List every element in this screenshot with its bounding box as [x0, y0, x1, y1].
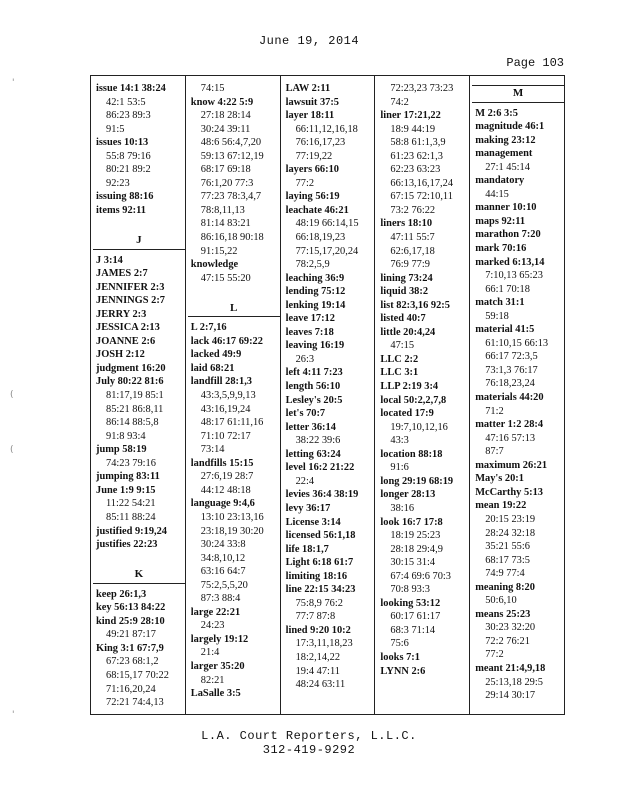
index-entry: mandatory — [475, 175, 525, 187]
index-entry: meaning 8:20 — [475, 581, 535, 593]
index-entry-continuation: 18:2,14,22 — [295, 651, 341, 663]
spacer-line — [96, 217, 183, 231]
index-entry-continuation: 81:17,19 85:1 — [106, 390, 164, 402]
index-entry: large 22:21 — [190, 606, 241, 618]
index-entry: limiting 18:16 — [285, 570, 348, 582]
index-entry: mark 70:16 — [475, 243, 527, 255]
index-entry: Light 6:18 61:7 — [285, 557, 354, 569]
index-column — [374, 76, 469, 714]
index-entry: JOANNE 2:6 — [96, 335, 156, 347]
index-entry-continuation: 48:6 56:4,7,20 — [200, 137, 262, 149]
index-entry-continuation: 7:10,13 65:23 — [485, 270, 543, 282]
index-column — [469, 76, 564, 714]
section-letter: M — [472, 85, 564, 103]
index-entry: longer 28:13 — [380, 489, 436, 501]
index-entry: leaching 36:9 — [285, 272, 345, 284]
index-entry: lacked 49:9 — [190, 349, 242, 361]
index-entry: long 29:19 68:19 — [380, 475, 454, 487]
index-entry-continuation: 91:6 — [390, 462, 409, 474]
index-entry-continuation: 67:23 68:1,2 — [106, 656, 159, 668]
index-entry-continuation: 67:15 72:10,11 — [390, 191, 453, 203]
index-entry-continuation: 47:15 — [390, 340, 415, 352]
index-entry: JOSH 2:12 — [96, 349, 145, 361]
index-entry-continuation: 30:23 32:20 — [485, 622, 536, 634]
index-entry-continuation: 35:21 55:6 — [485, 541, 530, 553]
index-entry: lenking 19:14 — [285, 299, 346, 311]
index-entry: mean 19:22 — [475, 500, 527, 512]
index-entry-continuation: 18:19 25:23 — [390, 530, 441, 542]
index-entry-continuation: 87:3 88:4 — [200, 593, 241, 605]
index-entry-continuation: 43:16,19,24 — [200, 403, 251, 415]
index-entry: management — [475, 148, 533, 160]
index-entry: little 20:4,24 — [380, 326, 436, 338]
index-entry: meant 21:4,9,18 — [475, 662, 546, 674]
index-entry-continuation: 85:21 86:8,11 — [106, 403, 164, 415]
index-entry: J 3:14 — [96, 254, 123, 266]
index-entry: licensed 56:1,18 — [285, 530, 356, 542]
index-entry-continuation: 19:7,10,12,16 — [390, 421, 448, 433]
index-entry: materials 44:20 — [475, 392, 544, 404]
index-entry-continuation: 92:23 — [106, 177, 130, 189]
index-entry: issue 14:1 38:24 — [96, 83, 166, 94]
index-entry: LYNN 2:6 — [380, 665, 426, 677]
index-entry-continuation: 44:12 48:18 — [200, 484, 251, 496]
index-entry: July 80:22 81:6 — [96, 376, 164, 388]
index-entry-continuation: 82:21 — [200, 674, 225, 686]
index-entry: issues 10:13 — [96, 137, 149, 149]
index-entry: liner 17:21,22 — [380, 110, 441, 122]
index-entry-continuation: 59:18 — [485, 310, 509, 322]
index-entry: located 17:9 — [380, 408, 434, 420]
index-entry-continuation: 38:22 39:6 — [295, 435, 341, 447]
index-entry: magnitude 46:1 — [475, 121, 545, 133]
index-entry: L 2:7,16 — [190, 322, 227, 334]
index-entry-continuation: 91:5 — [106, 123, 125, 135]
index-entry: laid 68:21 — [190, 362, 235, 374]
index-entry-continuation: 76:9 77:9 — [390, 259, 430, 271]
index-entry: landfill 28:1,3 — [190, 376, 252, 388]
index-entry: items 92:11 — [96, 204, 146, 216]
index-entry: justifies 22:23 — [96, 539, 158, 551]
index-entry-continuation: 71:16,20,24 — [106, 683, 156, 695]
index-entry-continuation: 49:21 87:17 — [106, 629, 156, 641]
index-entry: material 41:5 — [475, 324, 535, 336]
index-entry: leave 17:12 — [285, 313, 335, 325]
index-entry: lending 75:12 — [285, 286, 346, 298]
index-entry: LAW 2:11 — [285, 83, 331, 94]
index-entry: lined 9:20 10:2 — [285, 624, 351, 636]
index-entry-continuation: 30:15 31:4 — [390, 557, 436, 569]
index-entry-continuation: 75:6 — [390, 638, 409, 650]
index-entry-continuation: 47:11 55:7 — [390, 232, 435, 244]
index-entry: knowledge — [190, 259, 239, 271]
index-entry-continuation: 58:8 61:1,3,9 — [390, 137, 446, 149]
index-entry: JAMES 2:7 — [96, 268, 148, 280]
index-entry-continuation: 72:23,23 73:23 — [390, 83, 454, 94]
index-entry-continuation: 38:16 — [390, 502, 415, 514]
index-entry-continuation: 77:2 — [485, 649, 504, 661]
index-entry: levy 36:17 — [285, 502, 331, 514]
index-entry-continuation: 30:24 33:8 — [200, 539, 246, 551]
index-entry: leaves 7:18 — [285, 326, 334, 338]
transcript-date: June 19, 2014 — [258, 34, 360, 48]
index-table — [90, 75, 565, 715]
index-entry: jumping 83:11 — [96, 471, 160, 483]
index-entry-continuation: 80:21 89:2 — [106, 164, 151, 176]
index-entry: M 2:6 3:5 — [475, 107, 518, 119]
index-entry: LaSalle 3:5 — [190, 688, 241, 700]
index-entry: King 3:1 67:7,9 — [96, 642, 164, 654]
index-entry-continuation: 27:18 28:14 — [200, 110, 251, 122]
index-entry: marked 6:13,14 — [475, 256, 545, 268]
index-entry: layer 18:11 — [285, 110, 335, 122]
index-entry-continuation: 44:15 — [485, 188, 509, 200]
margin-mark: ( — [10, 390, 14, 400]
footer-phone: 312-419-9292 — [262, 743, 356, 757]
index-entry-continuation: 26:3 — [295, 353, 315, 365]
index-entry: language 9:4,6 — [190, 498, 255, 510]
index-entry: level 16:2 21:22 — [285, 462, 355, 474]
index-entry-continuation: 61:10,15 66:13 — [485, 337, 549, 349]
index-entry: making 23:12 — [475, 134, 536, 146]
index-entry: leaving 16:19 — [285, 340, 345, 352]
index-entry-continuation: 55:8 79:16 — [106, 150, 151, 162]
index-entry: lining 73:24 — [380, 272, 433, 284]
index-entry-continuation: 76:1,20 77:3 — [200, 177, 254, 189]
index-entry-continuation: 66:18,19,23 — [295, 232, 346, 244]
index-entry-continuation: 87:7 — [485, 446, 504, 458]
index-entry-continuation: 91:15,22 — [200, 245, 238, 257]
index-entry: line 22:15 34:23 — [285, 584, 356, 596]
page-number: Page 103 — [506, 56, 564, 70]
index-entry-continuation: 63:16 64:7 — [200, 566, 246, 578]
index-entry-continuation: 61:23 62:1,3 — [390, 150, 443, 162]
margin-mark: ( — [10, 445, 14, 455]
index-entry-continuation: 62:6,17,18 — [390, 245, 435, 257]
index-entry: length 56:10 — [285, 381, 341, 393]
section-letter: J — [93, 234, 185, 250]
index-entry-continuation: 75:8,9 76:2 — [295, 597, 343, 609]
index-entry-continuation: 76:18,23,24 — [485, 378, 535, 390]
index-entry: local 50:2,2,7,8 — [380, 394, 447, 406]
index-entry: maps 92:11 — [475, 215, 526, 227]
index-entry-continuation: 28:18 29:4,9 — [390, 543, 443, 555]
index-entry-continuation: 70:8 93:3 — [390, 584, 430, 596]
index-entry: jump 58:19 — [96, 444, 147, 456]
index-entry: May's 20:1 — [475, 473, 524, 485]
index-entry: looking 53:12 — [380, 597, 441, 609]
index-entry: maximum 26:21 — [475, 459, 548, 471]
index-entry: McCarthy 5:13 — [475, 486, 543, 498]
index-entry: keep 26:1,3 — [96, 588, 147, 600]
index-entry: key 56:13 84:22 — [96, 602, 166, 614]
index-entry: letter 36:14 — [285, 421, 336, 433]
index-entry-continuation: 62:23 63:23 — [390, 164, 441, 176]
index-entry-continuation: 66:13,16,17,24 — [390, 177, 454, 189]
index-entry: Lesley's 20:5 — [285, 394, 343, 406]
index-entry: justified 9:19,24 — [96, 525, 167, 537]
index-entry-continuation: 86:16,18 90:18 — [200, 232, 264, 244]
index-entry: laying 56:19 — [285, 191, 340, 203]
index-entry-continuation: 27:1 45:14 — [485, 161, 530, 173]
index-entry-continuation: 81:14 83:21 — [200, 218, 251, 230]
index-entry-continuation: 43:3 — [390, 435, 409, 447]
index-column — [91, 76, 185, 714]
index-entry: liners 18:10 — [380, 218, 433, 230]
index-entry: let's 70:7 — [285, 408, 326, 420]
index-entry-continuation: 13:10 23:13,16 — [200, 511, 264, 523]
index-entry-continuation: 25:13,18 29:5 — [485, 676, 543, 688]
index-entry-continuation: 21:4 — [200, 647, 220, 659]
index-entry-continuation: 77:19,22 — [295, 150, 333, 162]
index-entry: layers 66:10 — [285, 164, 339, 176]
index-column — [185, 76, 280, 714]
index-entry: left 4:11 7:23 — [285, 367, 343, 379]
index-entry: looks 7:1 — [380, 651, 420, 663]
index-entry-continuation: 74:2 — [390, 96, 409, 108]
footer-reporter: L.A. Court Reporters, L.L.C. — [201, 729, 417, 743]
index-entry-continuation: 71:2 — [485, 405, 504, 417]
index-entry-continuation: 66:1 70:18 — [485, 283, 530, 295]
index-entry-continuation: 67:4 69:6 70:3 — [390, 570, 452, 582]
index-entry: JERRY 2:3 — [96, 308, 147, 320]
index-entry-continuation: 24:23 — [200, 620, 225, 632]
index-entry-continuation: 68:3 71:14 — [390, 624, 436, 636]
index-entry: liquid 38:2 — [380, 286, 429, 298]
index-entry: life 18:1,7 — [285, 543, 329, 555]
index-entry: judgment 16:20 — [96, 362, 166, 374]
index-entry-continuation: 42:1 53:5 — [106, 96, 146, 108]
index-entry-continuation: 48:24 63:11 — [295, 679, 346, 691]
index-entry: means 25:23 — [475, 608, 531, 620]
index-entry: kind 25:9 28:10 — [96, 615, 165, 627]
index-entry: June 1:9 9:15 — [96, 484, 156, 496]
index-entry: JENNIFER 2:3 — [96, 281, 165, 293]
index-entry: lawsuit 37:5 — [285, 96, 339, 108]
index-entry-continuation: 85:11 88:24 — [106, 511, 156, 523]
index-entry-continuation: 60:17 61:17 — [390, 611, 441, 623]
index-entry: location 88:18 — [380, 448, 443, 460]
spacer-line — [191, 285, 278, 299]
index-entry-continuation: 68:17 69:18 — [200, 164, 251, 176]
index-entry-continuation: 29:14 30:17 — [485, 690, 536, 702]
index-entry: JENNINGS 2:7 — [96, 295, 165, 307]
index-entry-continuation: 19:4 47:11 — [295, 665, 340, 677]
index-entry: listed 40:7 — [380, 313, 426, 325]
index-entry: lack 46:17 69:22 — [190, 335, 263, 347]
index-entry-continuation: 47:15 55:20 — [200, 272, 251, 284]
index-entry-continuation: 75:2,5,5,20 — [200, 579, 248, 591]
index-entry-continuation: 68:17 73:5 — [485, 554, 530, 566]
index-entry-continuation: 78:8,11,13 — [200, 204, 245, 216]
index-entry: License 3:14 — [285, 516, 341, 528]
index-entry-continuation: 30:24 39:11 — [200, 123, 251, 135]
index-entry-continuation: 50:6,10 — [485, 595, 517, 607]
index-entry: look 16:7 17:8 — [380, 516, 443, 528]
spacer-line — [96, 552, 183, 566]
index-entry: leachate 46:21 — [285, 204, 349, 216]
index-entry-continuation: 78:2,5,9 — [295, 259, 330, 271]
section-letter: K — [93, 568, 185, 584]
index-entry-continuation: 76:16,17,23 — [295, 137, 346, 149]
section-letter: L — [188, 302, 280, 318]
index-entry-continuation: 48:17 61:11,16 — [200, 417, 264, 429]
index-entry-continuation: 73:2 76:22 — [390, 204, 436, 216]
margin-mark: ' — [12, 78, 15, 88]
index-entry-continuation: 66:11,12,16,18 — [295, 123, 358, 135]
index-entry: LLC 3:1 — [380, 367, 419, 379]
index-entry: larger 35:20 — [190, 660, 245, 672]
index-entry-continuation: 66:17 72:3,5 — [485, 351, 538, 363]
index-entry: issuing 88:16 — [96, 191, 154, 203]
index-entry: marathon 7:20 — [475, 229, 541, 241]
index-column — [280, 76, 375, 714]
index-entry-continuation: 48:19 66:14,15 — [295, 218, 359, 230]
index-entry-continuation: 73:1,3 76:17 — [485, 364, 538, 376]
index-entry-continuation: 71:10 72:17 — [200, 430, 251, 442]
index-entry-continuation: 68:15,17 70:22 — [106, 669, 169, 681]
index-entry-continuation: 86:14 88:5,8 — [106, 417, 159, 429]
index-entry-continuation: 77:15,17,20,24 — [295, 245, 359, 257]
index-entry-continuation: 77:23 78:3,4,7 — [200, 191, 262, 203]
index-entry-continuation: 74:9 77:4 — [485, 568, 525, 580]
index-entry-continuation: 59:13 67:12,19 — [200, 150, 264, 162]
index-entry-continuation: 74:23 79:16 — [106, 457, 156, 469]
index-entry: matter 1:2 28:4 — [475, 419, 544, 431]
index-entry: list 82:3,16 92:5 — [380, 299, 450, 311]
index-entry-continuation: 18:9 44:19 — [390, 123, 436, 135]
index-entry: largely 19:12 — [190, 633, 249, 645]
index-entry-continuation: 34:8,10,12 — [200, 552, 246, 564]
index-entry-continuation: 77:2 — [295, 177, 315, 189]
index-entry: LLC 2:2 — [380, 353, 419, 365]
index-entry-continuation: 86:23 89:3 — [106, 110, 151, 122]
index-entry-continuation: 43:3,5,9,9,13 — [200, 390, 256, 402]
index-entry-continuation: 77:7 87:8 — [295, 611, 336, 623]
index-entry-continuation: 91:8 93:4 — [106, 430, 146, 442]
index-entry-continuation: 11:22 54:21 — [106, 498, 156, 510]
index-entry-continuation: 74:15 — [200, 83, 225, 94]
index-entry: know 4:22 5:9 — [190, 96, 254, 108]
index-entry: match 31:1 — [475, 297, 525, 309]
index-entry-continuation: 17:3,11,18,23 — [295, 638, 353, 650]
index-entry: letting 63:24 — [285, 448, 341, 460]
margin-mark: ' — [12, 710, 15, 720]
index-entry-continuation: 27:6,19 28:7 — [200, 471, 254, 483]
index-entry: levies 36:4 38:19 — [285, 489, 359, 501]
index-entry: LLP 2:19 3:4 — [380, 381, 439, 393]
index-entry: manner 10:10 — [475, 202, 537, 214]
index-entry-continuation: 23:18,19 30:20 — [200, 525, 264, 537]
index-entry-continuation: 20:15 23:19 — [485, 513, 536, 525]
index-entry-continuation: 22:4 — [295, 475, 315, 487]
index-entry-continuation: 72:21 74:4,13 — [106, 697, 164, 709]
index-entry: landfills 15:15 — [190, 457, 254, 469]
index-entry-continuation: 47:16 57:13 — [485, 432, 536, 444]
index-entry-continuation: 73:14 — [200, 444, 225, 456]
index-entry-continuation: 28:24 32:18 — [485, 527, 536, 539]
index-entry: JESSICA 2:13 — [96, 322, 160, 334]
index-entry-continuation: 72:2 76:21 — [485, 635, 530, 647]
